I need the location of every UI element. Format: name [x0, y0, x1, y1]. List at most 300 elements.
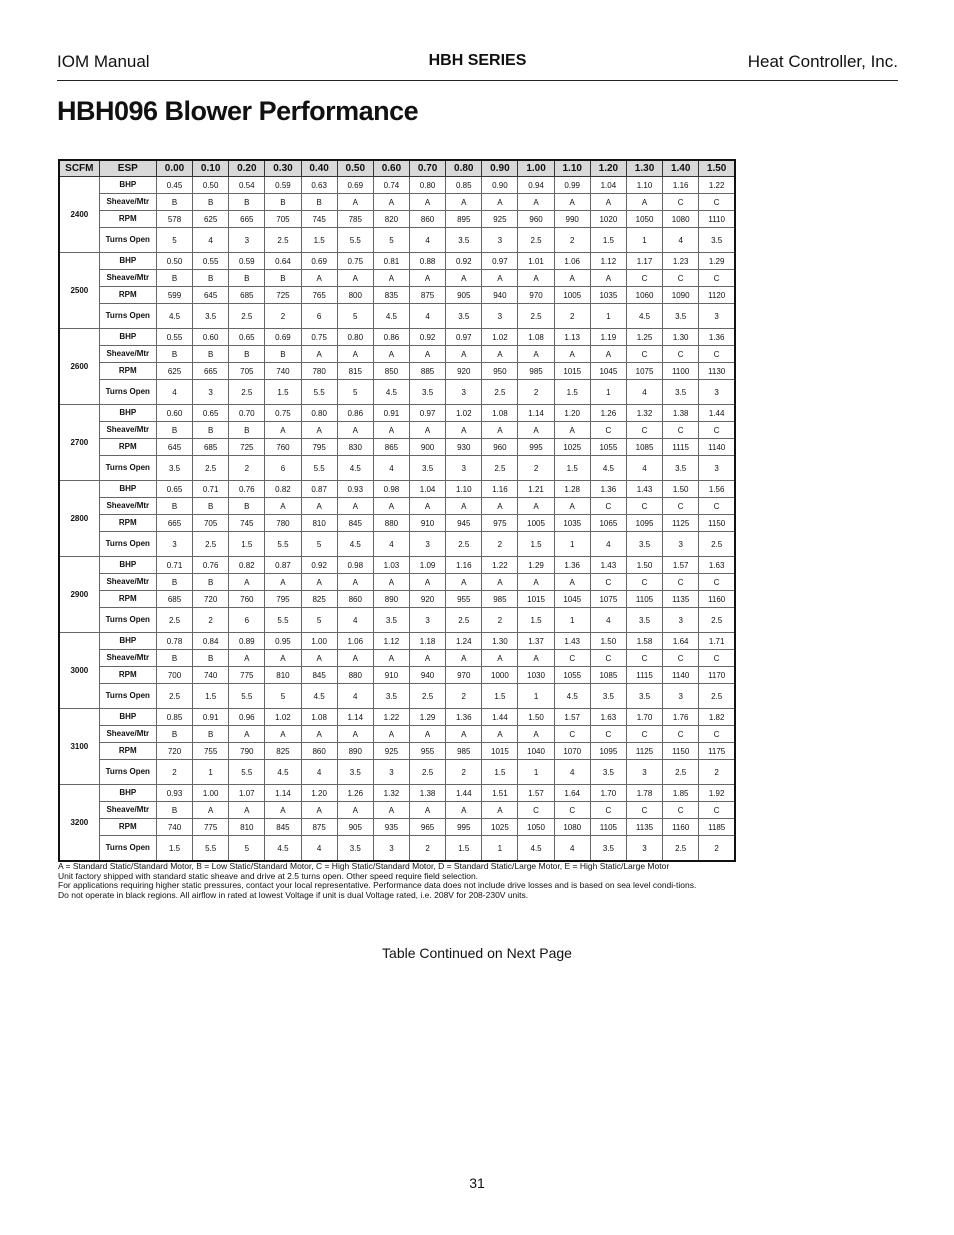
table-header-row [59, 160, 735, 177]
table-cell: 1.06 [554, 253, 590, 270]
table-cell: A [410, 346, 446, 363]
table-cell: A [446, 498, 482, 515]
table-cell: 0.95 [265, 633, 301, 650]
table-cell: 745 [229, 515, 265, 532]
page-header [57, 52, 898, 76]
table-cell: 905 [446, 287, 482, 304]
table-cell: 825 [301, 591, 337, 608]
table-cell: 1.78 [626, 785, 662, 802]
table-row [59, 819, 735, 836]
table-cell: 1.32 [626, 405, 662, 422]
table-cell: A [518, 270, 554, 287]
table-cell: 1.19 [590, 329, 626, 346]
table-cell: 1.36 [590, 481, 626, 498]
table-cell: B [156, 270, 192, 287]
table-cell: 0.65 [156, 481, 192, 498]
table-cell: 1.22 [373, 709, 409, 726]
table-cell: C [554, 802, 590, 819]
table-cell: C [554, 650, 590, 667]
table-cell: 865 [373, 439, 409, 456]
table-cell: 1170 [699, 667, 735, 684]
table-cell: 1.28 [554, 481, 590, 498]
table-cell: 740 [265, 363, 301, 380]
table-cell: 2.5 [193, 532, 229, 557]
table-cell: 1.14 [518, 405, 554, 422]
table-cell: 0.75 [301, 329, 337, 346]
table-cell: 1.5 [554, 456, 590, 481]
table-cell: 4 [626, 456, 662, 481]
table-cell: C [699, 498, 735, 515]
table-cell: B [193, 422, 229, 439]
table-cell: 1.5 [518, 532, 554, 557]
table-cell: 1140 [699, 439, 735, 456]
table-cell: 4 [590, 532, 626, 557]
table-cell: A [301, 802, 337, 819]
table-cell: 3.5 [590, 836, 626, 862]
row-label: Sheave/Mtr [99, 802, 156, 819]
table-cell: 2.5 [699, 608, 735, 633]
table-cell: C [626, 726, 662, 743]
table-cell: B [229, 422, 265, 439]
table-cell: 0.94 [518, 177, 554, 194]
table-cell: A [410, 650, 446, 667]
table-cell: 1035 [590, 287, 626, 304]
table-cell: 985 [446, 743, 482, 760]
table-cell: B [193, 650, 229, 667]
table-cell: 1.43 [626, 481, 662, 498]
table-row [59, 228, 735, 253]
table-cell: 1105 [626, 591, 662, 608]
table-cell: 1.44 [482, 709, 518, 726]
table-row [59, 194, 735, 211]
table-cell: A [373, 346, 409, 363]
table-cell: A [301, 270, 337, 287]
row-label: RPM [99, 515, 156, 532]
table-cell: 1.5 [446, 836, 482, 862]
note-legend: A = Standard Static/Standard Motor, B = Low Static/Standard Motor, C = High Static/Standard Motor, D = Standard Static/Large Motor, E = High Static/Large Motor [58, 861, 670, 871]
table-cell: 905 [337, 819, 373, 836]
row-label: BHP [99, 481, 156, 498]
table-cell: 2.5 [482, 380, 518, 405]
table-cell: 0.69 [265, 329, 301, 346]
table-cell: 2 [410, 836, 446, 862]
table-cell: 5.5 [265, 608, 301, 633]
table-cell: 4 [663, 228, 699, 253]
table-cell: A [446, 802, 482, 819]
scfm-value: 3100 [59, 709, 99, 785]
table-cell: C [663, 802, 699, 819]
table-cell: C [626, 802, 662, 819]
table-cell: C [663, 498, 699, 515]
table-cell: A [229, 650, 265, 667]
table-cell: 965 [410, 819, 446, 836]
table-cell: 2.5 [410, 684, 446, 709]
table-cell: C [626, 574, 662, 591]
table-cell: B [229, 346, 265, 363]
table-cell: 705 [265, 211, 301, 228]
table-row [59, 177, 735, 194]
table-cell: 3 [699, 380, 735, 405]
table-cell: 0.86 [337, 405, 373, 422]
table-cell: C [590, 422, 626, 439]
table-cell: 4 [590, 608, 626, 633]
table-cell: 2 [518, 456, 554, 481]
table-cell: C [590, 650, 626, 667]
table-cell: 1.71 [699, 633, 735, 650]
table-cell: C [518, 802, 554, 819]
row-label: RPM [99, 439, 156, 456]
table-cell: 0.63 [301, 177, 337, 194]
table-cell: 885 [410, 363, 446, 380]
esp-value: 1.30 [626, 160, 662, 177]
table-cell: 1.02 [482, 329, 518, 346]
table-cell: 2 [229, 456, 265, 481]
table-cell: 685 [156, 591, 192, 608]
table-cell: 0.78 [156, 633, 192, 650]
table-cell: A [410, 574, 446, 591]
table-cell: C [699, 650, 735, 667]
table-cell: 4 [337, 608, 373, 633]
table-cell: 0.71 [193, 481, 229, 498]
table-cell: 1160 [699, 591, 735, 608]
header-divider [57, 80, 898, 81]
table-cell: 0.54 [229, 177, 265, 194]
table-row [59, 557, 735, 574]
scfm-value: 2600 [59, 329, 99, 405]
table-cell: 2.5 [265, 228, 301, 253]
row-label: BHP [99, 253, 156, 270]
table-cell: 1.76 [663, 709, 699, 726]
table-cell: 4 [301, 760, 337, 785]
table-cell: A [518, 346, 554, 363]
table-cell: 930 [446, 439, 482, 456]
table-cell: 1035 [554, 515, 590, 532]
table-cell: 1120 [699, 287, 735, 304]
table-cell: 1.08 [482, 405, 518, 422]
table-cell: 685 [193, 439, 229, 456]
table-cell: 5 [337, 380, 373, 405]
table-cell: 2.5 [663, 836, 699, 862]
table-cell: 3 [193, 380, 229, 405]
table-cell: 935 [373, 819, 409, 836]
table-cell: 890 [373, 591, 409, 608]
table-row [59, 743, 735, 760]
table-cell: C [699, 270, 735, 287]
table-cell: 960 [482, 439, 518, 456]
table-cell: 1.44 [699, 405, 735, 422]
table-cell: 5 [156, 228, 192, 253]
table-continued-note: Table Continued on Next Page [382, 945, 572, 961]
table-cell: 1.03 [373, 557, 409, 574]
table-cell: 4 [410, 228, 446, 253]
row-label: Turns Open [99, 380, 156, 405]
table-cell: 1085 [590, 667, 626, 684]
table-cell: 3 [699, 456, 735, 481]
table-cell: B [156, 498, 192, 515]
table-cell: A [337, 498, 373, 515]
table-cell: A [301, 650, 337, 667]
table-cell: 0.85 [156, 709, 192, 726]
table-row [59, 591, 735, 608]
table-cell: 955 [446, 591, 482, 608]
table-cell: A [265, 650, 301, 667]
table-cell: 1135 [663, 591, 699, 608]
scfm-value: 2700 [59, 405, 99, 481]
table-cell: B [265, 346, 301, 363]
table-cell: 705 [229, 363, 265, 380]
table-cell: A [410, 194, 446, 211]
table-cell: 1060 [626, 287, 662, 304]
table-cell: 2 [482, 532, 518, 557]
table-cell: 3 [626, 760, 662, 785]
row-label: Sheave/Mtr [99, 574, 156, 591]
table-cell: 3 [229, 228, 265, 253]
table-cell: 0.50 [156, 253, 192, 270]
table-row [59, 802, 735, 819]
table-cell: 3.5 [699, 228, 735, 253]
table-cell: 995 [518, 439, 554, 456]
table-cell: 945 [446, 515, 482, 532]
table-cell: 1.00 [301, 633, 337, 650]
table-row [59, 422, 735, 439]
row-label: Sheave/Mtr [99, 270, 156, 287]
table-cell: 1130 [699, 363, 735, 380]
table-cell: A [482, 802, 518, 819]
table-cell: C [626, 422, 662, 439]
table-cell: 0.59 [265, 177, 301, 194]
table-cell: A [337, 422, 373, 439]
table-cell: 3 [663, 608, 699, 633]
table-cell: 1 [518, 684, 554, 709]
table-row [59, 532, 735, 557]
table-cell: 850 [373, 363, 409, 380]
table-cell: 1080 [663, 211, 699, 228]
table-cell: 3 [482, 228, 518, 253]
table-cell: 970 [518, 287, 554, 304]
table-cell: 1025 [554, 439, 590, 456]
table-cell: 0.76 [229, 481, 265, 498]
table-cell: 740 [156, 819, 192, 836]
table-cell: A [554, 270, 590, 287]
table-cell: 1.50 [663, 481, 699, 498]
table-cell: B [156, 574, 192, 591]
table-cell: 1.5 [265, 380, 301, 405]
table-row [59, 380, 735, 405]
table-cell: 705 [193, 515, 229, 532]
row-label: Sheave/Mtr [99, 498, 156, 515]
table-cell: 1.25 [626, 329, 662, 346]
table-cell: 6 [265, 456, 301, 481]
table-cell: 1030 [518, 667, 554, 684]
table-cell: 0.92 [301, 557, 337, 574]
table-cell: 760 [265, 439, 301, 456]
table-cell: 1.58 [626, 633, 662, 650]
table-cell: 0.93 [156, 785, 192, 802]
esp-value: 1.00 [518, 160, 554, 177]
table-cell: A [337, 574, 373, 591]
row-label: Turns Open [99, 304, 156, 329]
table-cell: A [482, 270, 518, 287]
table-row [59, 667, 735, 684]
table-cell: 0.89 [229, 633, 265, 650]
table-cell: 2 [554, 228, 590, 253]
table-cell: B [156, 194, 192, 211]
table-cell: 1.08 [518, 329, 554, 346]
row-label: Turns Open [99, 608, 156, 633]
table-cell: 625 [156, 363, 192, 380]
table-cell: 2.5 [229, 380, 265, 405]
table-cell: A [482, 346, 518, 363]
table-cell: 1.32 [373, 785, 409, 802]
table-cell: 820 [373, 211, 409, 228]
table-cell: 3 [410, 608, 446, 633]
table-cell: 1.20 [554, 405, 590, 422]
table-cell: 1.57 [518, 785, 554, 802]
table-row [59, 633, 735, 650]
table-cell: 4 [626, 380, 662, 405]
table-cell: 2.5 [482, 456, 518, 481]
table-cell: C [699, 574, 735, 591]
table-row [59, 650, 735, 667]
row-label: BHP [99, 405, 156, 422]
table-cell: A [446, 346, 482, 363]
table-cell: C [663, 422, 699, 439]
table-cell: 6 [229, 608, 265, 633]
table-cell: 4 [554, 760, 590, 785]
esp-value: 1.20 [590, 160, 626, 177]
table-cell: 940 [410, 667, 446, 684]
table-cell: 3 [156, 532, 192, 557]
table-cell: 0.55 [156, 329, 192, 346]
table-cell: 1.29 [518, 557, 554, 574]
table-cell: 665 [193, 363, 229, 380]
table-cell: 1.17 [626, 253, 662, 270]
table-cell: 1.37 [518, 633, 554, 650]
table-cell: 1.26 [337, 785, 373, 802]
table-cell: A [193, 802, 229, 819]
table-cell: 4.5 [518, 836, 554, 862]
table-cell: A [446, 726, 482, 743]
note-black-regions: Do not operate in black regions. All airflow in rated at lowest Voltage if unit is dual Voltage rated, i.e. 208V for 208-230V units. [58, 889, 529, 900]
table-cell: 1100 [663, 363, 699, 380]
table-cell: 720 [193, 591, 229, 608]
table-cell: 4 [410, 304, 446, 329]
table-cell: 2.5 [518, 304, 554, 329]
table-cell: 0.60 [193, 329, 229, 346]
scfm-value: 2900 [59, 557, 99, 633]
table-cell: A [482, 574, 518, 591]
table-cell: 1.85 [663, 785, 699, 802]
table-cell: 1.02 [446, 405, 482, 422]
table-cell: A [446, 194, 482, 211]
table-cell: 4 [301, 836, 337, 862]
table-row [59, 726, 735, 743]
table-cell: 1.07 [229, 785, 265, 802]
row-label: RPM [99, 287, 156, 304]
table-cell: 1.56 [699, 481, 735, 498]
table-cell: 2.5 [699, 684, 735, 709]
table-cell: 1.12 [590, 253, 626, 270]
esp-value: 0.60 [373, 160, 409, 177]
scfm-header: SCFM [59, 160, 99, 177]
table-cell: 845 [265, 819, 301, 836]
table-cell: 810 [229, 819, 265, 836]
table-cell: 5.5 [337, 228, 373, 253]
table-cell: 4.5 [373, 380, 409, 405]
row-label: Sheave/Mtr [99, 346, 156, 363]
table-cell: A [337, 726, 373, 743]
table-cell: 1.04 [410, 481, 446, 498]
table-cell: 1105 [590, 819, 626, 836]
table-cell: 3.5 [337, 836, 373, 862]
table-cell: 1.57 [663, 557, 699, 574]
esp-value: 0.70 [410, 160, 446, 177]
table-cell: 0.82 [265, 481, 301, 498]
table-cell: 1.16 [663, 177, 699, 194]
row-label: RPM [99, 211, 156, 228]
table-cell: 860 [337, 591, 373, 608]
note-high-static: For applications requiring higher static pressures, contact your local representative. Performance data does not include drive losses and is based on sea level condi-tions. [58, 880, 697, 890]
table-cell: 1 [590, 304, 626, 329]
table-cell: 790 [229, 743, 265, 760]
table-cell: 1.43 [554, 633, 590, 650]
table-cell: B [193, 194, 229, 211]
table-cell: 825 [265, 743, 301, 760]
table-cell: C [663, 726, 699, 743]
table-cell: 2.5 [663, 760, 699, 785]
table-row [59, 253, 735, 270]
row-label: Sheave/Mtr [99, 194, 156, 211]
table-cell: 925 [482, 211, 518, 228]
table-cell: 795 [265, 591, 301, 608]
table-cell: 1.5 [301, 228, 337, 253]
table-cell: 1115 [626, 667, 662, 684]
table-cell: 3 [663, 532, 699, 557]
table-cell: 1 [518, 760, 554, 785]
table-cell: A [482, 194, 518, 211]
table-cell: 3.5 [446, 304, 482, 329]
table-cell: A [554, 498, 590, 515]
table-cell: 0.59 [229, 253, 265, 270]
table-cell: 3 [482, 304, 518, 329]
table-cell: 920 [410, 591, 446, 608]
table-cell: C [626, 346, 662, 363]
table-cell: 5 [229, 836, 265, 862]
row-label: Turns Open [99, 684, 156, 709]
table-cell: 2.5 [156, 608, 192, 633]
table-cell: A [482, 726, 518, 743]
table-cell: A [265, 422, 301, 439]
table-cell: B [229, 194, 265, 211]
table-row [59, 709, 735, 726]
table-cell: 1.30 [482, 633, 518, 650]
table-cell: 725 [265, 287, 301, 304]
table-cell: 3.5 [446, 228, 482, 253]
table-cell: A [518, 194, 554, 211]
table-cell: 1095 [590, 743, 626, 760]
table-cell: 1065 [590, 515, 626, 532]
table-cell: 1000 [482, 667, 518, 684]
table-cell: 960 [518, 211, 554, 228]
table-cell: 860 [301, 743, 337, 760]
table-cell: 5 [373, 228, 409, 253]
table-cell: A [265, 574, 301, 591]
table-cell: 4 [373, 532, 409, 557]
table-cell: 0.90 [482, 177, 518, 194]
table-cell: 800 [337, 287, 373, 304]
table-cell: 1.50 [626, 557, 662, 574]
table-cell: B [156, 422, 192, 439]
